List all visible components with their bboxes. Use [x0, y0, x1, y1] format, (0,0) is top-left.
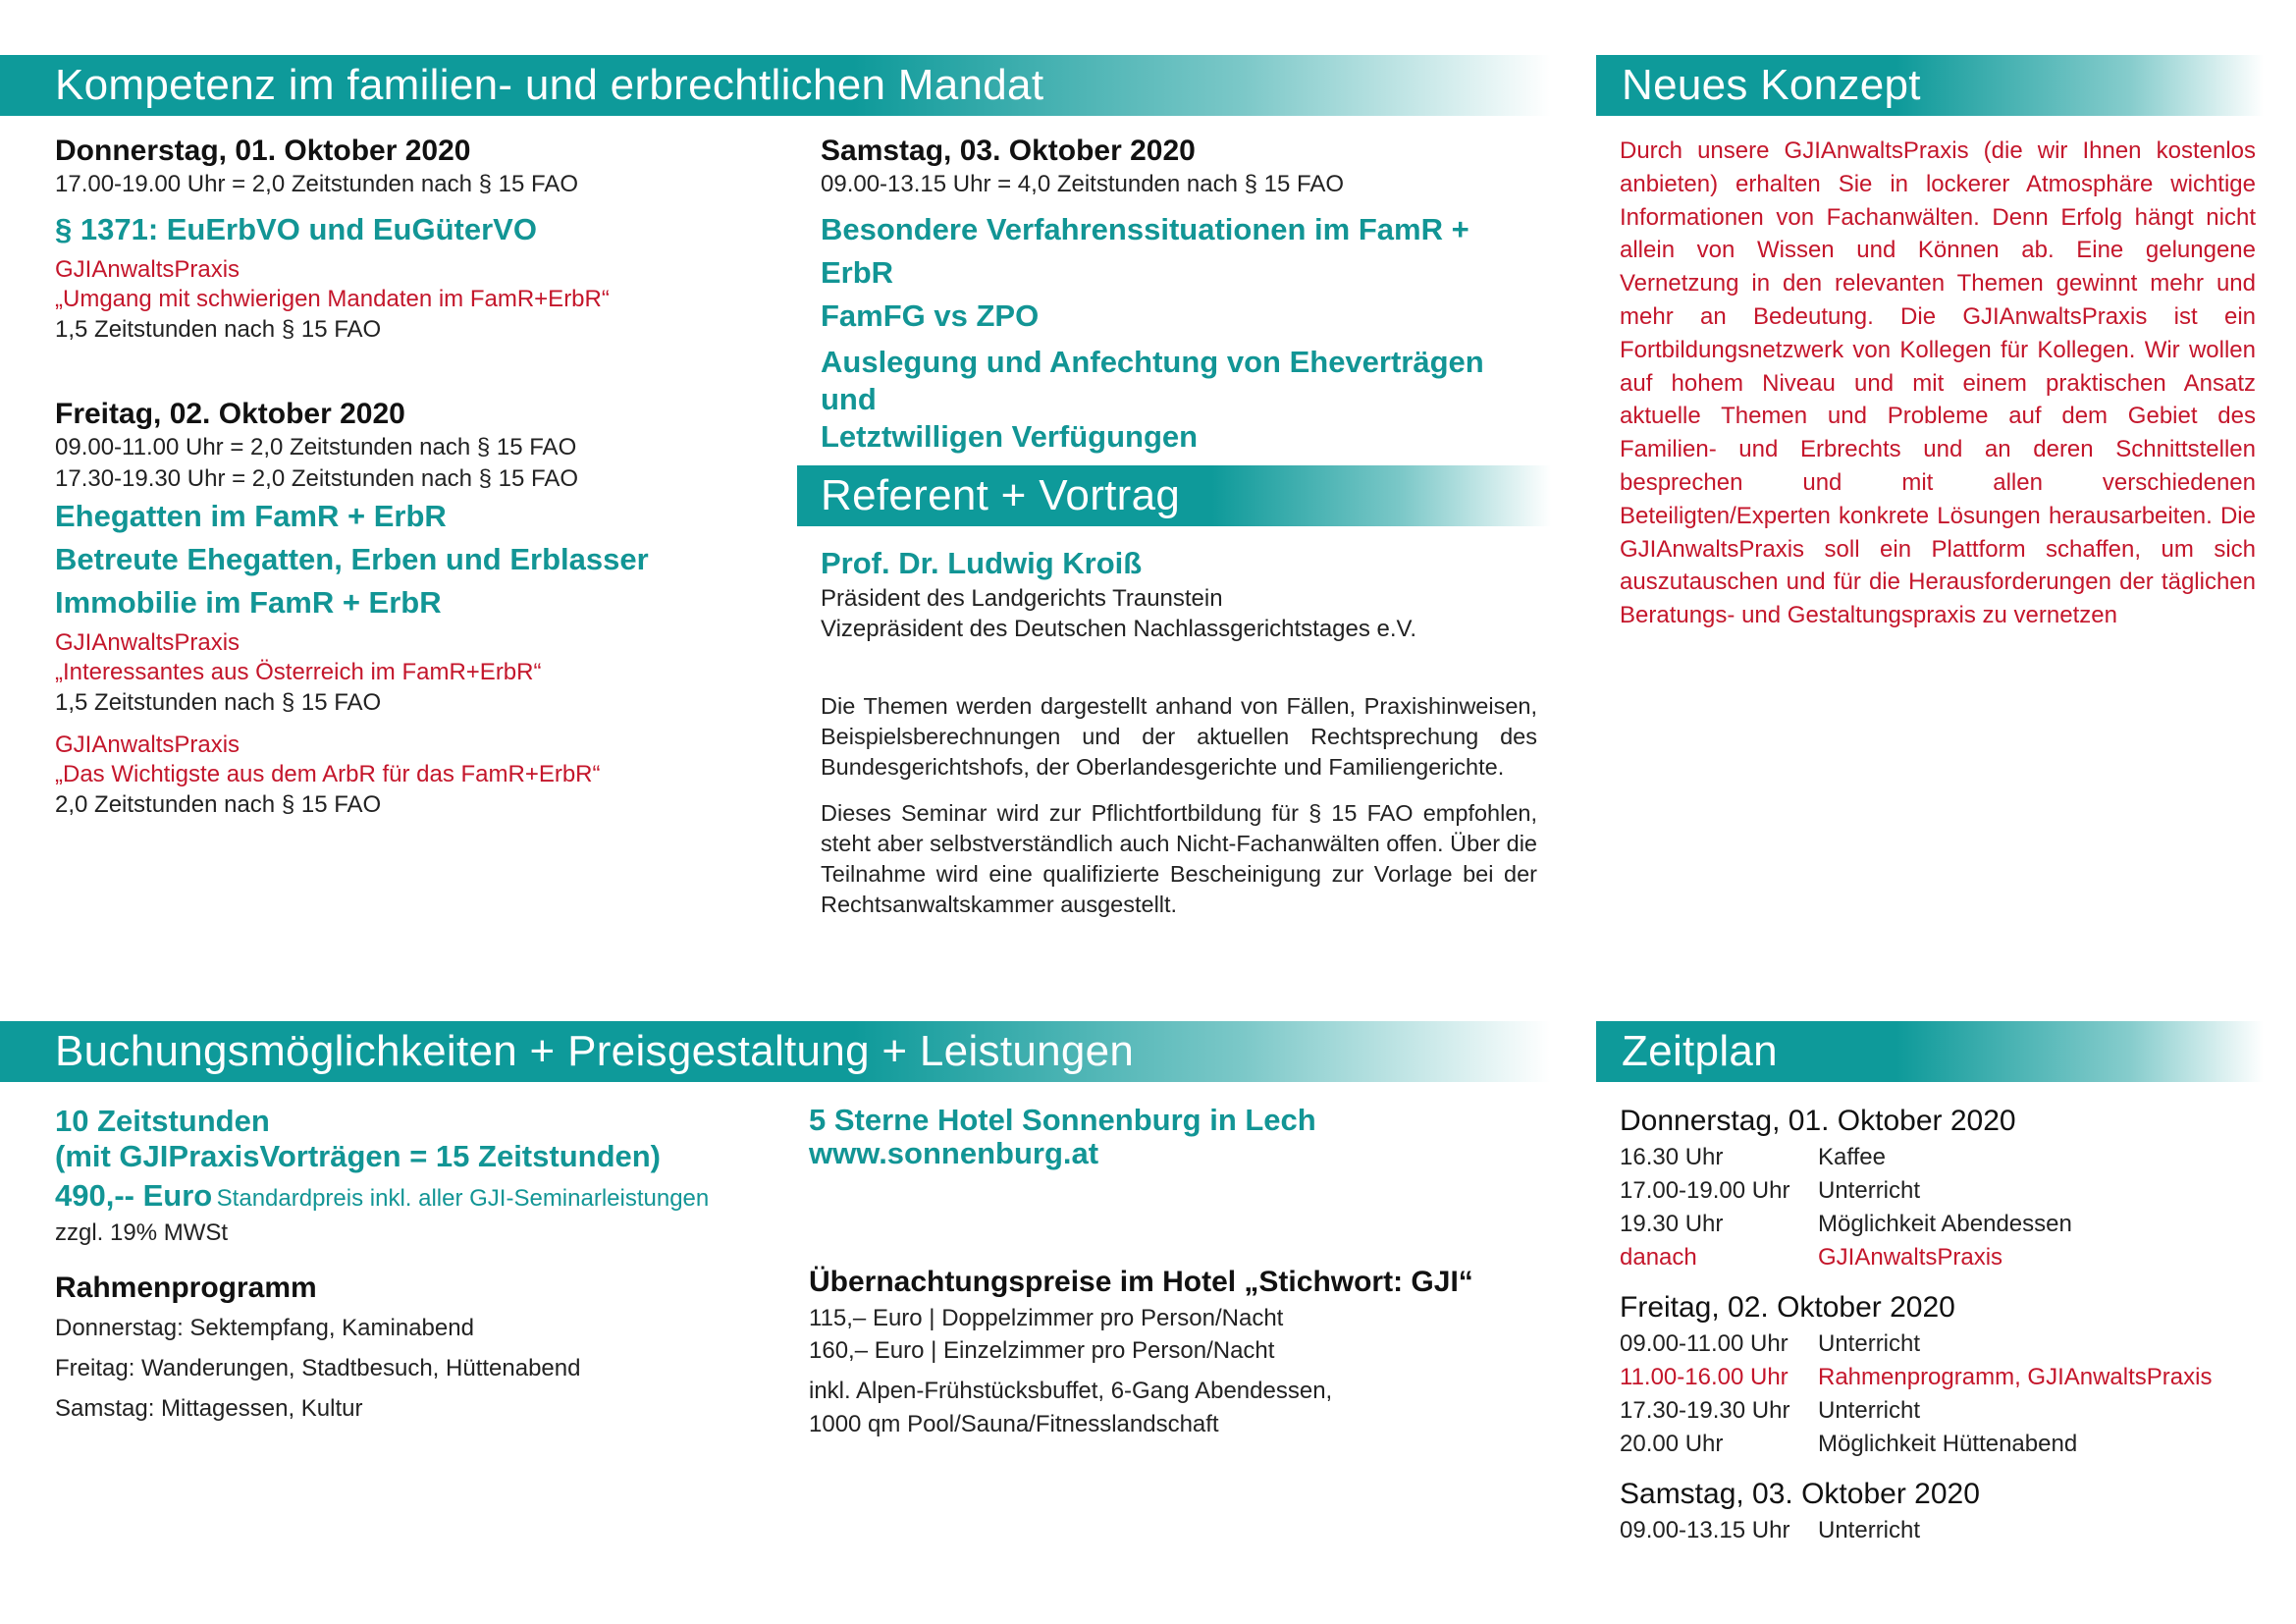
day2-gji1: GJIAnwaltsPraxis — [55, 629, 240, 656]
zeitplan-activity: GJIAnwaltsPraxis — [1818, 1244, 2003, 1271]
day1-block — [55, 134, 781, 346]
hotel-price-single: 160,– Euro | Einzelzimmer pro Person/Nacht — [809, 1337, 1275, 1364]
section-header-neues-konzept: Neues Konzept — [1596, 55, 2264, 116]
day3-block — [821, 134, 1547, 456]
day2-gji1-hours: 1,5 Zeitstunden nach § 15 FAO — [55, 689, 382, 716]
zeitplan-time: 17.30-19.30 Uhr — [1620, 1397, 1790, 1424]
hotel-name: 5 Sterne Hotel Sonnenburg in Lech — [809, 1103, 1316, 1137]
zeitplan-time: 09.00-11.00 Uhr — [1620, 1330, 1789, 1357]
day2-time2: 17.30-19.30 Uhr = 2,0 Zeitstunden nach § 15 FAO — [55, 465, 579, 492]
day2-gji2-title: „Das Wichtigste aus dem ArbR für das FamR+ErbR“ — [55, 761, 601, 787]
day2-gji2: GJIAnwaltsPraxis — [55, 731, 240, 758]
zeitplan-row — [1620, 1361, 2258, 1394]
zeitplan-row — [1620, 1208, 2258, 1241]
day1-date: Donnerstag, 01. Oktober 2020 — [55, 135, 471, 167]
zeitplan-row — [1620, 1394, 2258, 1428]
day3-date: Samstag, 03. Oktober 2020 — [821, 135, 1196, 167]
day1-gji: GJIAnwaltsPraxis — [55, 256, 240, 283]
day3-topic: Besondere Verfahrenssituationen im FamR + ErbR — [821, 212, 1469, 290]
referent-paragraph2: Dieses Seminar wird zur Pflichtfortbildung für § 15 FAO empfohlen, steht aber selbstverständlich auch Nicht-Fachanwälten offen. Über die Teilnahme wird eine qualifizierte Bescheinigung zur Vorlage bei der Rechtsanwaltskammer ausgestellt. — [821, 800, 1537, 917]
konzept-block — [1620, 135, 2256, 632]
zeitplan-block — [1620, 1102, 2258, 1547]
referent-block — [821, 544, 1537, 920]
zeitplan-day1: Donnerstag, 01. Oktober 2020 — [1620, 1105, 2016, 1137]
referent-name: Prof. Dr. Ludwig Kroiß — [821, 546, 1143, 580]
zeitplan-activity: Unterricht — [1818, 1397, 1921, 1424]
buchung-price-note: Standardpreis inkl. aller GJI-Seminarleistungen — [216, 1185, 710, 1212]
day2-date: Freitag, 02. Oktober 2020 — [55, 398, 405, 430]
buchung-hours-extra: (mit GJIPraxisVorträgen = 15 Zeitstunden) — [55, 1139, 662, 1173]
day2-gji2-hours: 2,0 Zeitstunden nach § 15 FAO — [55, 791, 382, 818]
day2-gji1-title: „Interessantes aus Österreich im FamR+ErbR“ — [55, 659, 542, 685]
zeitplan-time: 19.30 Uhr — [1620, 1211, 1724, 1237]
hotel-inclusive2: 1000 qm Pool/Sauna/Fitnesslandschaft — [809, 1411, 1219, 1437]
zeitplan-row — [1620, 1141, 2258, 1174]
zeitplan-day2: Freitag, 02. Oktober 2020 — [1620, 1291, 1955, 1324]
day1-topic: § 1371: EuErbVO und EuGüterVO — [55, 212, 537, 246]
zeitplan-row — [1620, 1514, 2258, 1547]
day2-topic: Betreute Ehegatten, Erben und Erblasser — [55, 542, 649, 576]
day1-gji-title: „Umgang mit schwierigen Mandaten im FamR+ErbR“ — [55, 286, 610, 312]
hotel-block — [809, 1104, 1555, 1441]
zeitplan-activity: Möglichkeit Hüttenabend — [1818, 1431, 2078, 1457]
referent-paragraph1: Die Themen werden dargestellt anhand von Fällen, Praxishinweisen, Beispielsberechnungen und der aktuellen Rechtsprechung des Bundesgerichtshofs, der Oberlandesgerichte und Familiengerichte. — [821, 693, 1537, 780]
buchung-price-line — [55, 1174, 801, 1219]
zeitplan-row — [1620, 1174, 2258, 1208]
zeitplan-activity: Möglichkeit Abendessen — [1818, 1211, 2072, 1237]
day3-topic: Letztwilligen Verfügungen — [821, 419, 1199, 454]
buchung-price: 490,-- Euro — [55, 1178, 213, 1213]
day1-time: 17.00-19.00 Uhr = 2,0 Zeitstunden nach § 15 FAO — [55, 171, 579, 197]
zeitplan-activity: Kaffee — [1818, 1144, 1886, 1170]
section-header-referent: Referent + Vortrag — [797, 465, 1551, 526]
day2-topic: Immobilie im FamR + ErbR — [55, 585, 442, 620]
rahmen-item: Samstag: Mittagessen, Kultur — [55, 1395, 363, 1422]
zeitplan-time: danach — [1620, 1244, 1697, 1271]
rahmen-item: Donnerstag: Sektempfang, Kaminabend — [55, 1315, 474, 1341]
section-header-zeitplan: Zeitplan — [1596, 1021, 2264, 1082]
zeitplan-time: 17.00-19.00 Uhr — [1620, 1177, 1790, 1204]
buchung-block — [55, 1104, 801, 1429]
hotel-url[interactable]: www.sonnenburg.at — [809, 1136, 1099, 1170]
referent-role1: Präsident des Landgerichts Traunstein — [821, 585, 1223, 612]
zeitplan-row — [1620, 1428, 2258, 1461]
rahmen-title: Rahmenprogramm — [55, 1272, 317, 1304]
zeitplan-day3: Samstag, 03. Oktober 2020 — [1620, 1478, 1980, 1510]
hotel-price-double: 115,– Euro | Doppelzimmer pro Person/Nacht — [809, 1305, 1284, 1331]
hotel-inclusive1: inkl. Alpen-Frühstücksbuffet, 6-Gang Abendessen, — [809, 1378, 1333, 1404]
zeitplan-row — [1620, 1241, 2258, 1274]
zeitplan-time: 09.00-13.15 Uhr — [1620, 1517, 1790, 1543]
day3-topic: FamFG vs ZPO — [821, 298, 1040, 333]
rahmen-item: Freitag: Wanderungen, Stadtbesuch, Hüttenabend — [55, 1355, 581, 1381]
buchung-hours: 10 Zeitstunden — [55, 1104, 270, 1138]
day3-topic: Auslegung und Anfechtung von Eheverträgen und — [821, 345, 1484, 416]
day3-time: 09.00-13.15 Uhr = 4,0 Zeitstunden nach § 15 FAO — [821, 171, 1345, 197]
zeitplan-time: 20.00 Uhr — [1620, 1431, 1724, 1457]
day2-block — [55, 397, 781, 821]
section-header-kompetenz: Kompetenz im familien- und erbrechtlichen Mandat — [0, 55, 1551, 116]
zeitplan-activity: Rahmenprogramm, GJIAnwaltsPraxis — [1818, 1364, 2213, 1390]
day1-gji-hours: 1,5 Zeitstunden nach § 15 FAO — [55, 316, 382, 343]
hotel-prices-title: Übernachtungspreise im Hotel „Stichwort: GJI“ — [809, 1266, 1473, 1298]
referent-role2: Vizepräsident des Deutschen Nachlassgerichtstages e.V. — [821, 616, 1417, 642]
zeitplan-time: 11.00-16.00 Uhr — [1620, 1364, 1789, 1390]
zeitplan-activity: Unterricht — [1818, 1330, 1921, 1357]
section-header-buchung: Buchungsmöglichkeiten + Preisgestaltung + Leistungen — [0, 1021, 1551, 1082]
zeitplan-activity: Unterricht — [1818, 1177, 1921, 1204]
zeitplan-activity: Unterricht — [1818, 1517, 1921, 1543]
day2-time1: 09.00-11.00 Uhr = 2,0 Zeitstunden nach § 15 FAO — [55, 434, 577, 460]
zeitplan-row — [1620, 1327, 2258, 1361]
buchung-mwst: zzgl. 19% MWSt — [55, 1219, 229, 1246]
day2-topic: Ehegatten im FamR + ErbR — [55, 499, 447, 533]
konzept-text: Durch unsere GJIAnwaltsPraxis (die wir Ihnen kostenlos anbieten) erhalten Sie in lockerer Atmosphäre wichtige Informationen von Fachanwälten. Denn Erfolg hängt nicht allein von Wissen und Können ab. Eine gelungene Vernetzung in den relevanten Themen gewinnt mehr und mehr an Bedeutung. Die GJIAnwaltsPraxis ist ein Fortbildungsnetzwerk von Kollegen für Kollegen. Wir wollen auf hohem Niveau und mit einem praktischen Ansatz aktuelle Themen und Probleme auf dem Gebiet des Familien- und Erbrechts und an deren Schnittstellen besprechen und mit allen verschiedenen Beteiligten/Experten konkrete Lösungen herausarbeiten. Die GJIAnwaltsPraxis soll ein Plattform schaffen, um sich auszutauschen und für die Herausforderungen der täglichen Beratungs- und Gestaltungspraxis zu vernetzen — [1620, 137, 2256, 629]
zeitplan-time: 16.30 Uhr — [1620, 1144, 1724, 1170]
